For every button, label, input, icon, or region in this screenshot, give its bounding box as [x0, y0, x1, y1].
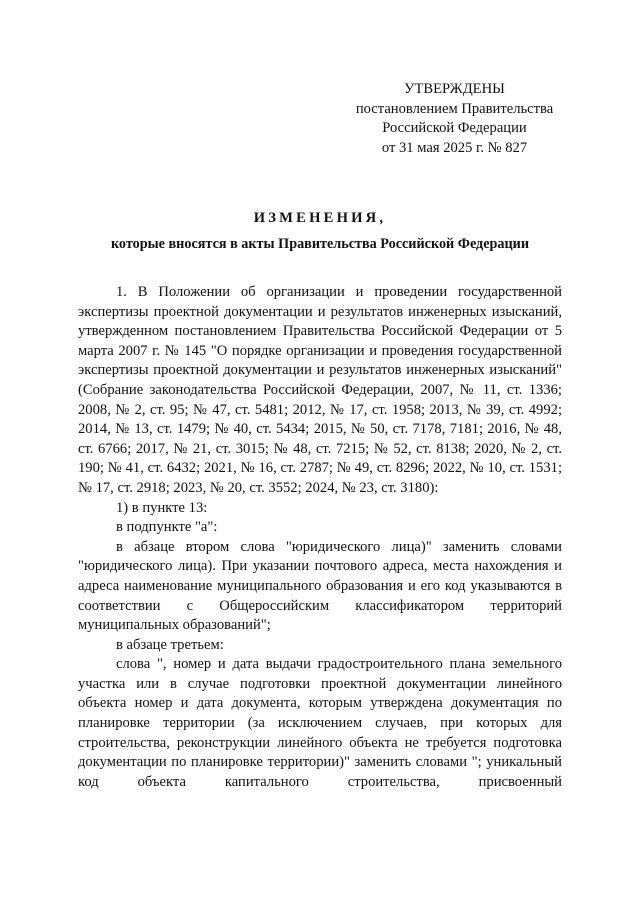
document-title: ИЗМЕНЕНИЯ, — [253, 210, 387, 226]
approved-heading: УТВЕРЖДЕНЫ — [404, 81, 505, 97]
document-body — [78, 283, 562, 792]
paragraph-4: в абзаце втором слова "юридического лица)" заменить словами "юридического лица). При указании почтового адреса, места нахождения и адреса наименование муниципального образования и его код указываются в соответствии с Общероссийским классификатором территорий муниципальных образований"; — [78, 538, 562, 634]
paragraph-3: в подпункте "а": — [116, 519, 218, 536]
document-subtitle: которые вносятся в акты Правительства Российской Федерации — [110, 236, 530, 252]
approved-line-3: от 31 мая 2025 г. № 827 — [381, 139, 528, 156]
paragraph-6: слова ", номер и дата выдачи градостроительного плана земельного участка или в случае подготовки проектной документации линейного объекта номер и дата документа, которым утверждена документация по планировке территории (за исключением случаев, при которых для строительства, реконструкции линейного объекта не требуется подготовка документации по планировке территории)" заменить словами "; уникальный код объекта капитального строительства, присвоенный — [78, 656, 562, 790]
approval-block — [352, 80, 557, 158]
paragraph-2: 1) в пункте 13: — [116, 499, 208, 516]
paragraph-1: 1. В Положении об организации и проведении государственной экспертизы проектной документации и результатов инженерных изысканий, утвержденном постановлением Правительства Российской Федерации от 5 марта 2007 г. № 145 "О порядке организации и проведения государственной экспертизы проектной документации и результатов инженерных изысканий" (Собрание законодательства Российской Федерации, 2007, № 11, ст. 1336; 2008, № 2, ст. 95; № 47, ст. 5481; 2012, № 17, ст. 1958; 2013, № 39, ст. 4992; 2014, № 13, ст. 1479; № 40, ст. 5434; 2015, № 50, ст. 7178, 7181; 2016, № 48, ст. 6766; 2017, № 21, ст. 3015; № 48, ст. 7215; № 52, ст. 8138; 2020, № 2, ст. 190; № 41, ст. 6432; 2021, № 16, ст. 2787; № 49, ст. 8296; 2022, № 10, ст. 1531; № 17, ст. 2918; 2023, № 20, ст. 3552; 2024, № 23, ст. 3180): — [78, 284, 562, 496]
paragraph-5: в абзаце третьем: — [116, 636, 224, 653]
approved-line-1: постановлением Правительства — [355, 100, 554, 117]
approved-line-2: Российской Федерации — [382, 120, 527, 136]
